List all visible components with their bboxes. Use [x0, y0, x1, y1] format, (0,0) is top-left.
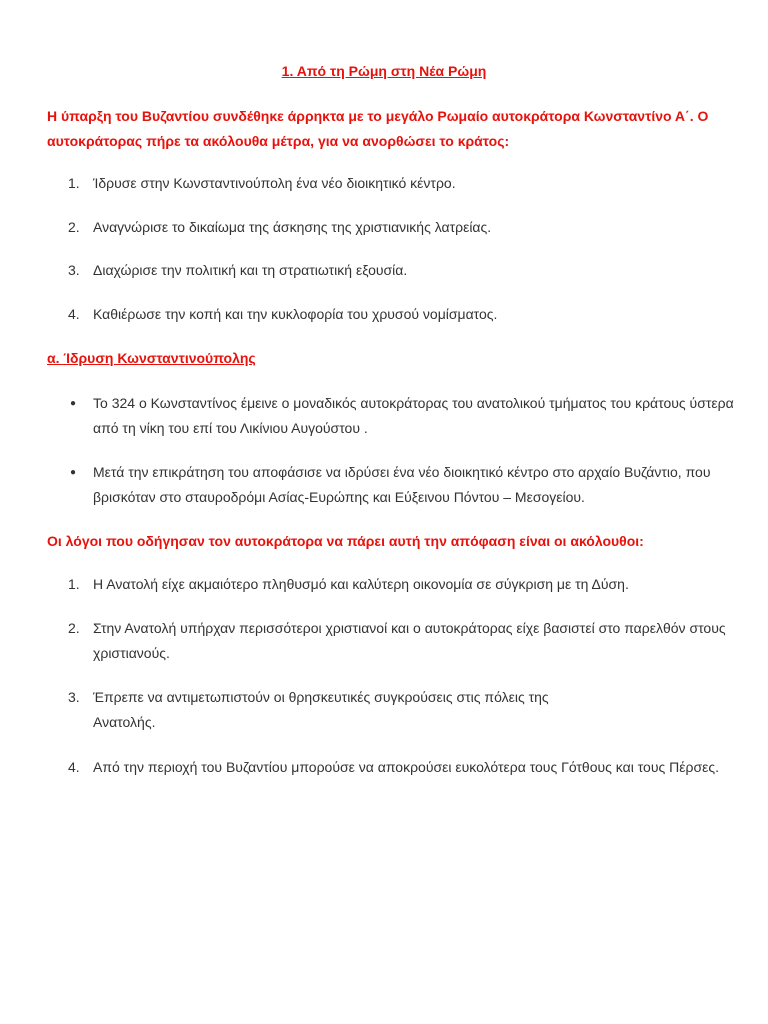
list-item	[68, 258, 738, 283]
list-item-text: Διαχώρισε την πολιτική και τη στρατιωτική εξουσία.	[93, 262, 408, 278]
list-number: 1.	[68, 576, 80, 592]
list-item-text	[93, 685, 738, 735]
list-item-line: Έπρεπε να αντιμετωπιστούν οι θρησκευτικές συγκρούσεις στις πόλεις της	[93, 689, 549, 705]
list-item	[68, 685, 738, 735]
bullet-item	[68, 460, 738, 510]
list-item	[68, 171, 738, 196]
bullet-icon: ●	[70, 398, 77, 409]
list-item-text: Από την περιοχή του Βυζαντίου μπορούσε να αποκρούσει ευκολότερα τους Γότθους και τους Πέρσες.	[93, 759, 719, 775]
list-item-text: Στην Ανατολή υπήρχαν περισσότεροι χριστιανοί και ο αυτοκράτορας είχε βασιστεί στο παρελθόν στους χριστιανούς.	[93, 620, 726, 661]
list-number: 4.	[68, 759, 80, 775]
list-number: 4.	[68, 306, 80, 322]
section-a-heading: α. Ίδρυση Κωνσταντινούπολης	[47, 350, 256, 366]
list-item	[68, 616, 738, 666]
bullet-item-text: Το 324 ο Κωνσταντίνος έμεινε ο μοναδικός αυτοκράτορας του ανατολικού τμήματος του κράτους ύστερα από τη νίκη του επί του Λικίνιου Αυγούστου .	[93, 395, 734, 436]
list-item	[68, 302, 738, 327]
list-number: 2.	[68, 620, 80, 636]
list-item	[68, 755, 738, 780]
list-item-text: Ίδρυσε στην Κωνσταντινούπολη ένα νέο διοικητικό κέντρο.	[93, 175, 456, 191]
bullet-icon: ●	[70, 467, 77, 478]
list-number: 3.	[68, 262, 80, 278]
intro-paragraph: Η ύπαρξη του Βυζαντίου συνδέθηκε άρρηκτα με το μεγάλο Ρωμαίο αυτοκράτορα Κωνσταντίνο Α΄. Ο αυτοκράτορας πήρε τα ακόλουθα μέτρα, για να ανορθώσει το κράτος:	[47, 108, 709, 149]
list-item-line: Ανατολής.	[93, 714, 156, 730]
list-number: 3.	[68, 689, 80, 705]
list-item-text: Η Ανατολή είχε ακμαιότερο πληθυσμό και καλύτερη οικονομία σε σύγκριση με τη Δύση.	[93, 576, 629, 592]
list-item-text: Αναγνώρισε το δικαίωμα της άσκησης της χριστιανικής λατρείας.	[93, 219, 492, 235]
bullet-item-text: Μετά την επικράτηση του αποφάσισε να ιδρύσει ένα νέο διοικητικό κέντρο στο αρχαίο Βυζάντιο, που βρισκόταν στο σταυροδρόμι Ασίας-Ευρώπης και Εύξεινου Πόντου – Μεσογείου.	[93, 464, 711, 505]
list-item-text: Καθιέρωσε την κοπή και την κυκλοφορία του χρυσού νομίσματος.	[93, 306, 498, 322]
list-number: 1.	[68, 175, 80, 191]
document-title: 1. Από τη Ρώμη στη Νέα Ρώμη	[281, 63, 487, 79]
list-number: 2.	[68, 219, 80, 235]
list-item	[68, 215, 738, 240]
list-item	[68, 572, 738, 597]
reasons-heading: Οι λόγοι που οδήγησαν τον αυτοκράτορα να πάρει αυτή την απόφαση είναι οι ακόλουθοι:	[47, 533, 644, 549]
bullet-item	[68, 391, 738, 441]
